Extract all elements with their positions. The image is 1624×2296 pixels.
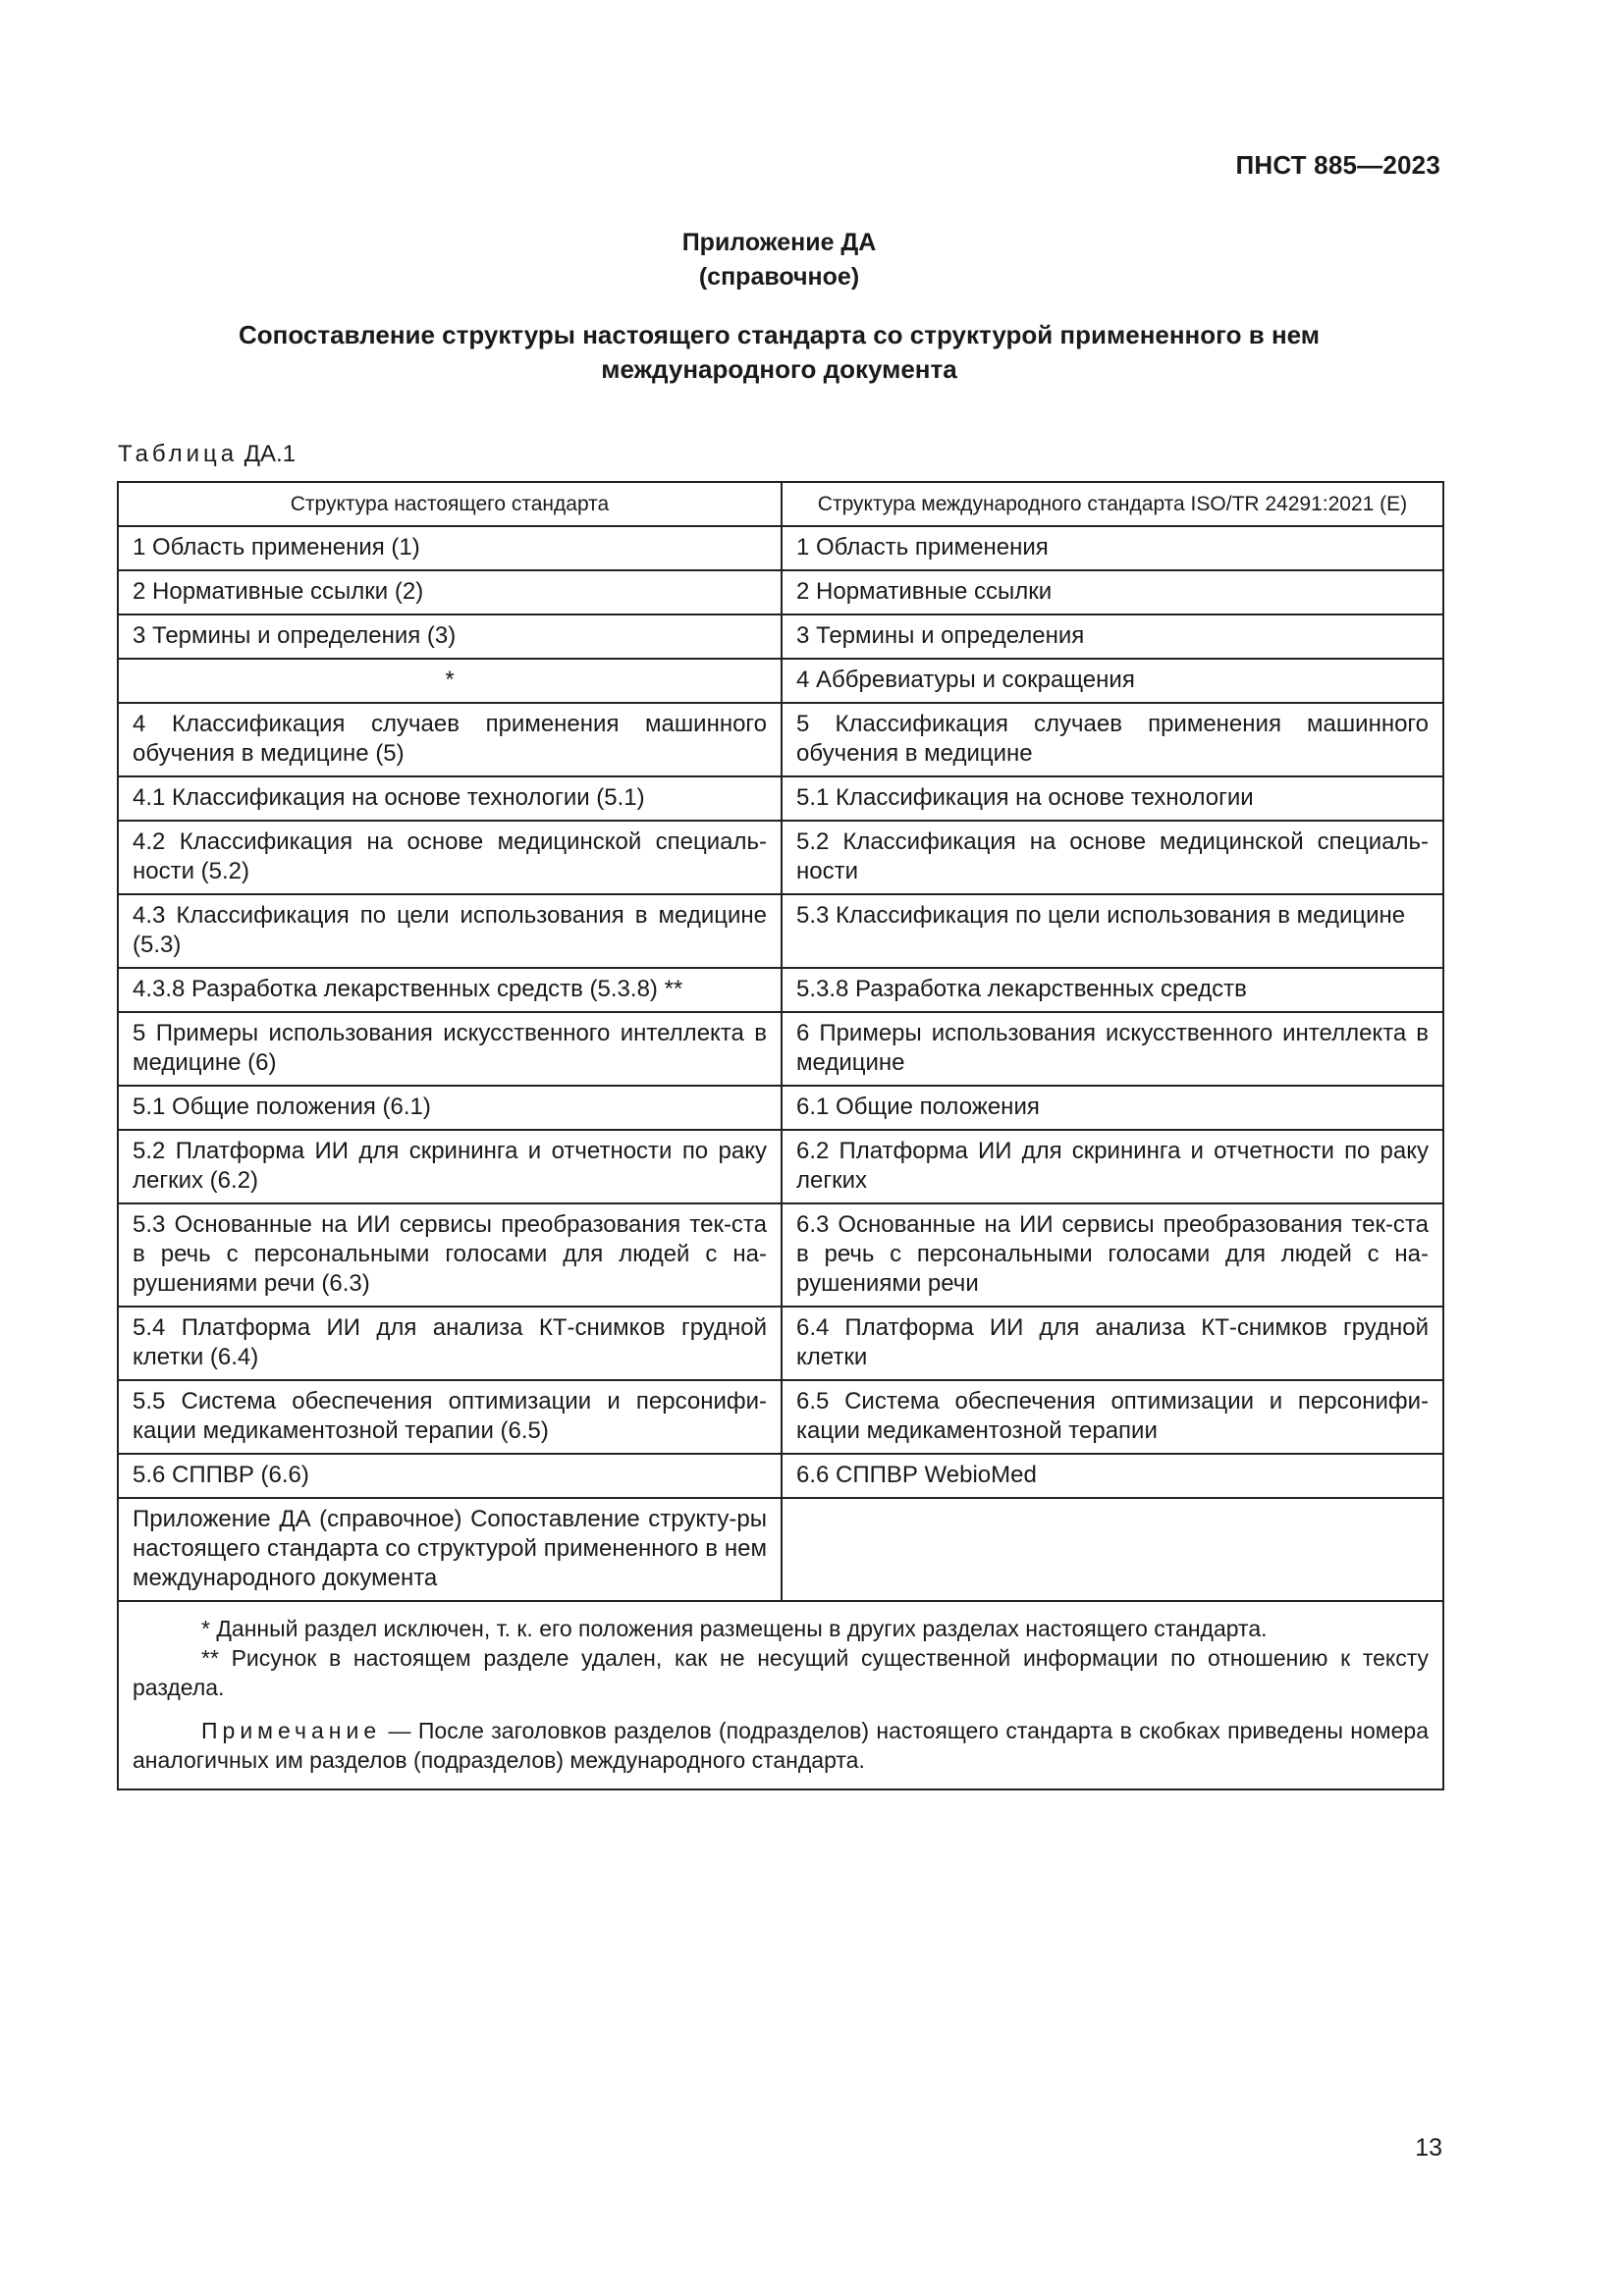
table-cell-international: 3 Термины и определения (782, 614, 1443, 659)
table-row (118, 1498, 1443, 1601)
table-row (118, 1130, 1443, 1203)
table-cell-national: 5.1 Общие положения (6.1) (118, 1086, 782, 1130)
table-note-text: — После заголовков разделов (подразделов) настоящего стандарта в скобках приведены номера аналогичных им разделов (подразделов) международного стандарта. (133, 1718, 1429, 1773)
column-header-international: Структура международного стандарта ISO/TR 24291:2021 (E) (782, 482, 1443, 526)
table-cell-international: 4 Аббревиатуры и сокращения (782, 659, 1443, 703)
appendix-heading (0, 226, 1558, 294)
table-cell-international: 5.2 Классификация на основе медицинской специаль-ности (782, 821, 1443, 894)
table-row (118, 1307, 1443, 1380)
table-label (118, 441, 296, 468)
table-cell-international: 6.5 Система обеспечения оптимизации и персонифи-кации медикаментозной терапии (782, 1380, 1443, 1454)
table-header-row (118, 482, 1443, 526)
main-title-line-2: международного документа (601, 354, 957, 384)
table-row (118, 894, 1443, 968)
table-row (118, 1203, 1443, 1307)
table-cell-international: 6.3 Основанные на ИИ сервисы преобразования тек-ста в речь с персональными голосами для людей с на-рушениями речи (782, 1203, 1443, 1307)
table-footnotes-row (118, 1601, 1443, 1789)
table-cell-national: 4.3.8 Разработка лекарственных средств (5.3.8) ** (118, 968, 782, 1012)
comparison-table-container (117, 481, 1442, 1790)
table-cell-national: 4.3 Классификация по цели использования в медицине (5.3) (118, 894, 782, 968)
table-cell-national: 5.4 Платформа ИИ для анализа КТ-снимков грудной клетки (6.4) (118, 1307, 782, 1380)
page-number: 13 (1415, 2134, 1442, 2162)
table-cell-international: 5.3.8 Разработка лекарственных средств (782, 968, 1443, 1012)
table-row (118, 776, 1443, 821)
table-row (118, 703, 1443, 776)
comparison-table (117, 481, 1444, 1790)
table-cell-international: 5.1 Классификация на основе технологии (782, 776, 1443, 821)
table-cell-national: 4 Классификация случаев применения машинного обучения в медицине (5) (118, 703, 782, 776)
table-row (118, 570, 1443, 614)
column-header-national: Структура настоящего стандарта (118, 482, 782, 526)
document-code: ПНСТ 885—2023 (1235, 150, 1440, 180)
footnote-star: * Данный раздел исключен, т. к. его положения размещены в других разделах настоящего стандарта. (201, 1616, 1268, 1641)
table-cell-international: 6.4 Платформа ИИ для анализа КТ-снимков грудной клетки (782, 1307, 1443, 1380)
table-note-label: Примечание (201, 1718, 382, 1743)
appendix-title: Приложение ДА (681, 229, 877, 256)
table-row (118, 1454, 1443, 1498)
table-row (118, 821, 1443, 894)
table-row (118, 659, 1443, 703)
table-row (118, 1380, 1443, 1454)
table-footnotes (118, 1601, 1443, 1789)
table-row (118, 1012, 1443, 1086)
table-cell-national: 4.1 Классификация на основе технологии (5.1) (118, 776, 782, 821)
table-cell-international: 5 Классификация случаев применения машинного обучения в медицине (782, 703, 1443, 776)
table-cell-international: 2 Нормативные ссылки (782, 570, 1443, 614)
table-cell-national: * (118, 659, 782, 703)
table-cell-international: 5.3 Классификация по цели использования в медицине (782, 894, 1443, 968)
table-cell-national: 5 Примеры использования искусственного интеллекта в медицине (6) (118, 1012, 782, 1086)
table-cell-national: 1 Область применения (1) (118, 526, 782, 570)
table-cell-international: 6.6 СППВР WebioMed (782, 1454, 1443, 1498)
footnote-double-star: ** Рисунок в настоящем разделе удален, как не несущий существенной информации по отношению к тексту раздела. (133, 1645, 1429, 1700)
table-row (118, 614, 1443, 659)
appendix-subtitle: (справочное) (698, 263, 860, 291)
table-cell-national: Приложение ДА (справочное) Сопоставление структу-ры настоящего стандарта со структурой примененного в нем международного документа (118, 1498, 782, 1601)
table-row (118, 1086, 1443, 1130)
table-cell-international: 6.2 Платформа ИИ для скрининга и отчетности по раку легких (782, 1130, 1443, 1203)
table-row (118, 526, 1443, 570)
table-cell-international (782, 1498, 1443, 1601)
table-cell-national: 5.2 Платформа ИИ для скрининга и отчетности по раку легких (6.2) (118, 1130, 782, 1203)
table-label-prefix: Таблица (118, 441, 239, 467)
table-cell-national: 3 Термины и определения (3) (118, 614, 782, 659)
main-title-line-1: Сопоставление структуры настоящего стандарта со структурой примененного в нем (238, 320, 1320, 349)
table-cell-international: 6.1 Общие положения (782, 1086, 1443, 1130)
table-cell-international: 1 Область применения (782, 526, 1443, 570)
table-note (133, 1716, 1429, 1775)
table-row (118, 968, 1443, 1012)
main-title (177, 318, 1381, 387)
table-cell-national: 5.3 Основанные на ИИ сервисы преобразования тек-ста в речь с персональными голосами для людей с на-рушениями речи (6.3) (118, 1203, 782, 1307)
table-cell-national: 5.6 СППВР (6.6) (118, 1454, 782, 1498)
table-cell-national: 5.5 Система обеспечения оптимизации и персонифи-кации медикаментозной терапии (6.5) (118, 1380, 782, 1454)
table-cell-national: 2 Нормативные ссылки (2) (118, 570, 782, 614)
table-cell-national: 4.2 Классификация на основе медицинской специаль-ности (5.2) (118, 821, 782, 894)
table-label-id: ДА.1 (244, 441, 297, 467)
table-cell-international: 6 Примеры использования искусственного интеллекта в медицине (782, 1012, 1443, 1086)
